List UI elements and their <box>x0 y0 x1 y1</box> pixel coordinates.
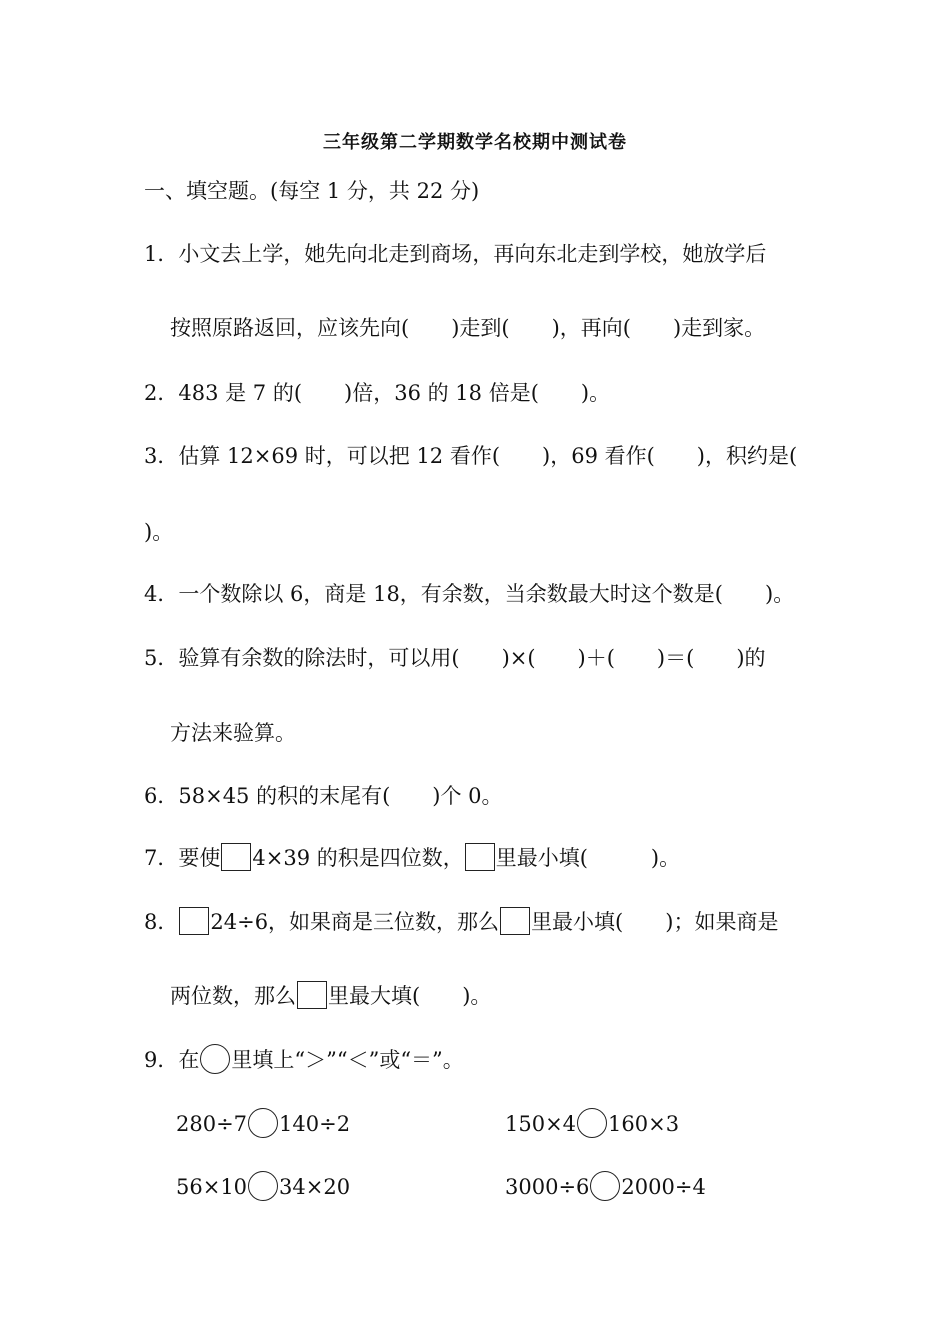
question-1 <box>144 240 766 268</box>
question-7 <box>144 843 680 872</box>
expression-right: 160×3 <box>608 1112 680 1136</box>
question-number: 4． <box>144 582 179 606</box>
question-text: 要使 <box>178 846 221 870</box>
question-text: 58×45 的积的末尾有( )个 0。 <box>178 784 503 808</box>
question-text: 两位数，那么 <box>170 984 296 1008</box>
question-number: 7． <box>144 846 179 870</box>
question-number: 1． <box>144 242 179 266</box>
question-number: 9． <box>144 1048 179 1072</box>
question-number: 3． <box>144 444 179 468</box>
compare-circle[interactable] <box>590 1171 620 1201</box>
question-6 <box>144 782 503 810</box>
question-4 <box>144 580 794 608</box>
question-text: 估算 12×69 时，可以把 12 看作( )，69 看作( )，积约是( <box>178 444 798 468</box>
question-2 <box>144 379 610 407</box>
question-text: 在 <box>178 1048 200 1072</box>
answer-box[interactable] <box>465 843 495 871</box>
expression-right: 140÷2 <box>279 1112 351 1136</box>
compare-circle[interactable] <box>248 1171 278 1201</box>
compare-item <box>176 1171 350 1201</box>
question-text: 里最大填( )。 <box>328 984 492 1008</box>
question-text: 4×39 的积是四位数， <box>252 846 464 870</box>
question-1-continued: 按照原路返回，应该先向( )走到( )，再向( )走到家。 <box>170 316 766 340</box>
expression-right: 34×20 <box>279 1175 351 1199</box>
question-text: 一个数除以 6，商是 18，有余数，当余数最大时这个数是( )。 <box>178 582 795 606</box>
compare-item <box>505 1171 706 1201</box>
section-heading: 一、填空题。(每空 1 分，共 22 分) <box>144 179 480 203</box>
expression-left: 150×4 <box>505 1112 577 1136</box>
answer-box[interactable] <box>221 843 251 871</box>
question-5 <box>144 644 766 672</box>
question-number: 8． <box>144 910 179 934</box>
expression-right: 2000÷4 <box>621 1175 706 1199</box>
question-number: 2． <box>144 381 179 405</box>
question-text: 小文去上学，她先向北走到商场，再向东北走到学校，她放学后 <box>178 242 767 266</box>
question-text: 里最小填( )。 <box>495 846 681 870</box>
question-3 <box>144 442 797 470</box>
question-8-continued <box>170 981 491 1010</box>
question-8 <box>144 907 778 936</box>
expression-left: 56×10 <box>176 1175 248 1199</box>
page-title: 三年级第二学期数学名校期中测试卷 <box>323 132 627 153</box>
question-3-continued: )。 <box>144 520 174 544</box>
answer-box[interactable] <box>297 981 327 1009</box>
question-text: 验算有余数的除法时，可以用( )×( )＋( )＝( )的 <box>178 646 766 670</box>
compare-circle[interactable] <box>248 1108 278 1138</box>
answer-box[interactable] <box>500 907 530 935</box>
question-number: 6． <box>144 784 179 808</box>
compare-circle <box>200 1044 230 1074</box>
compare-circle[interactable] <box>577 1108 607 1138</box>
compare-item <box>505 1108 679 1138</box>
question-number: 5． <box>144 646 179 670</box>
expression-left: 280÷7 <box>176 1112 248 1136</box>
question-text: 24÷6，如果商是三位数，那么 <box>210 910 500 934</box>
question-text: 里最小填( )；如果商是 <box>531 910 779 934</box>
expression-left: 3000÷6 <box>505 1175 590 1199</box>
question-5-continued: 方法来验算。 <box>170 721 296 745</box>
question-text: 里填上“＞”“＜”或“＝”。 <box>231 1048 464 1072</box>
answer-box[interactable] <box>179 907 209 935</box>
question-text: 483 是 7 的( )倍，36 的 18 倍是( )。 <box>178 381 611 405</box>
compare-item <box>176 1108 350 1138</box>
question-9 <box>144 1044 464 1074</box>
